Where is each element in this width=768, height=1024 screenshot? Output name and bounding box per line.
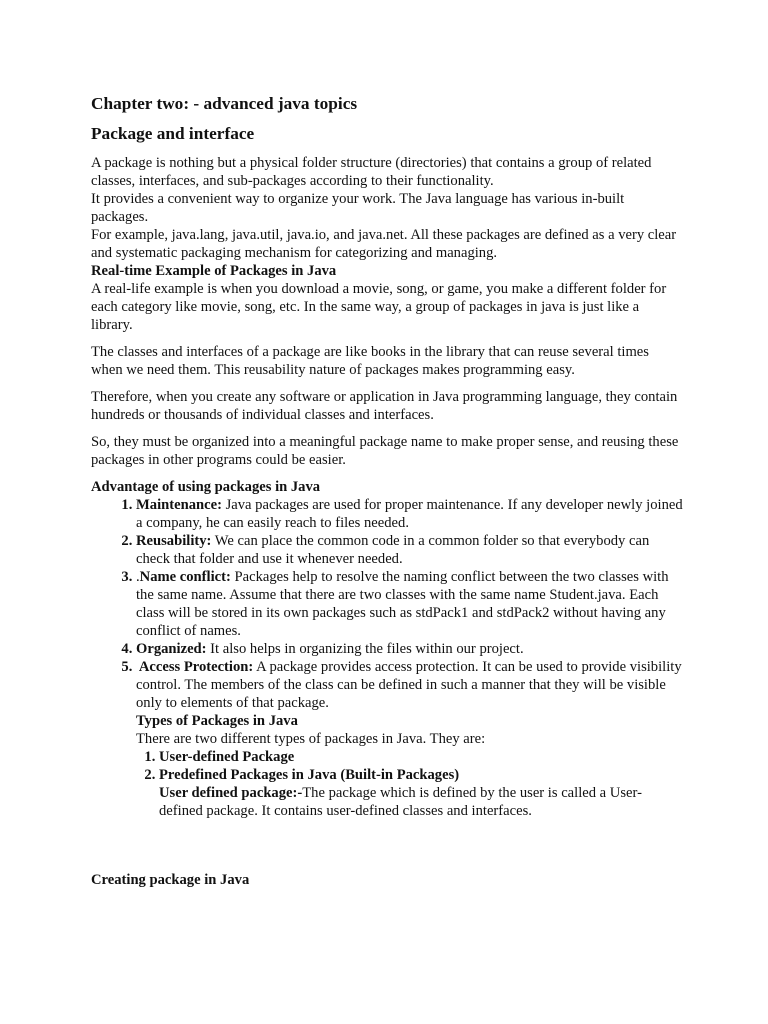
chapter-title: Chapter two: - advanced java topics	[91, 94, 358, 113]
types-intro: There are two different types of packages in Java. They are:	[136, 731, 486, 747]
realtime-paragraph-1: A real-life example is when you download a movie, song, or game, you make a different folder for each category like movie, song, etc. In the same way, a group of packages in java is just like a library.	[91, 281, 667, 333]
types-block	[136, 712, 683, 820]
advantage-item-organized	[136, 640, 683, 658]
creating-package-heading: Creating package in Java	[91, 872, 250, 888]
types-list	[136, 748, 683, 820]
advantage-text: Packages help to resolve the naming conflict between the two classes with the same name. Assume that there are two classes with the same name Student.java. Each class will be stored in its own packages such as stdPack1 and stdPack2 without having any conflict of names.	[136, 569, 669, 639]
section-title: Package and interface	[91, 124, 255, 143]
advantage-item-reusability	[136, 532, 683, 568]
user-defined-term: User defined package:-	[159, 785, 303, 801]
advantage-term: Name conflict:	[139, 569, 231, 585]
advantage-term: Maintenance:	[136, 497, 222, 513]
advantage-item-name-conflict	[136, 568, 683, 640]
advantage-term: Reusability:	[136, 533, 212, 549]
type-item-predefined	[159, 766, 683, 820]
realtime-heading: Real-time Example of Packages in Java	[91, 263, 337, 279]
advantage-item-access-protection	[136, 658, 683, 820]
intro-paragraph-2: It provides a convenient way to organize your work. The Java language has various in-built packages.	[91, 191, 625, 225]
realtime-paragraph-4: So, they must be organized into a meaningful package name to make proper sense, and reusing these packages in other programs could be easier.	[91, 434, 679, 468]
type-label: Predefined Packages in Java (Built-in Packages)	[159, 767, 460, 783]
document-content	[91, 93, 683, 889]
advantage-text: It also helps in organizing the files within our project.	[206, 641, 524, 657]
advantage-text: Java packages are used for proper maintenance. If any developer newly joined a company, he can easily reach to files needed.	[136, 497, 683, 531]
user-defined-definition	[159, 784, 683, 820]
type-item-user-defined	[159, 748, 683, 766]
user-defined-text: The package which is defined by the user is called a User-defined package. It contains user-defined classes and interfaces.	[159, 785, 642, 819]
advantage-text: We can place the common code in a common folder so that everybody can check that folder and use it whenever needed.	[136, 533, 650, 567]
advantage-text: A package provides access protection. It can be used to provide visibility control. The members of the class can be defined in such a manner that they will be visible only to elements of that package.	[136, 659, 682, 711]
intro-paragraph-3: For example, java.lang, java.util, java.io, and java.net. All these packages are defined as a very clear and systematic packaging mechanism for categorizing and managing.	[91, 227, 677, 261]
types-heading: Types of Packages in Java	[136, 713, 298, 729]
realtime-paragraph-3: Therefore, when you create any software or application in Java programming language, they contain hundreds or thousands of individual classes and interfaces.	[91, 389, 678, 423]
advantage-prefix: .	[136, 569, 140, 585]
blank-space	[91, 820, 683, 871]
advantage-term: Organized:	[136, 641, 207, 657]
type-label: User-defined Package	[159, 749, 295, 765]
intro-paragraph-1: A package is nothing but a physical folder structure (directories) that contains a group of related classes, interfaces, and sub-packages according to their functionality.	[91, 155, 652, 189]
advantages-list	[91, 496, 683, 820]
advantage-heading: Advantage of using packages in Java	[91, 479, 321, 495]
advantage-term: Access Protection:	[136, 659, 254, 675]
advantage-item-maintenance	[136, 496, 683, 532]
realtime-paragraph-2: The classes and interfaces of a package are like books in the library that can reuse several times when we need them. This reusability nature of packages makes programming easy.	[91, 344, 649, 378]
